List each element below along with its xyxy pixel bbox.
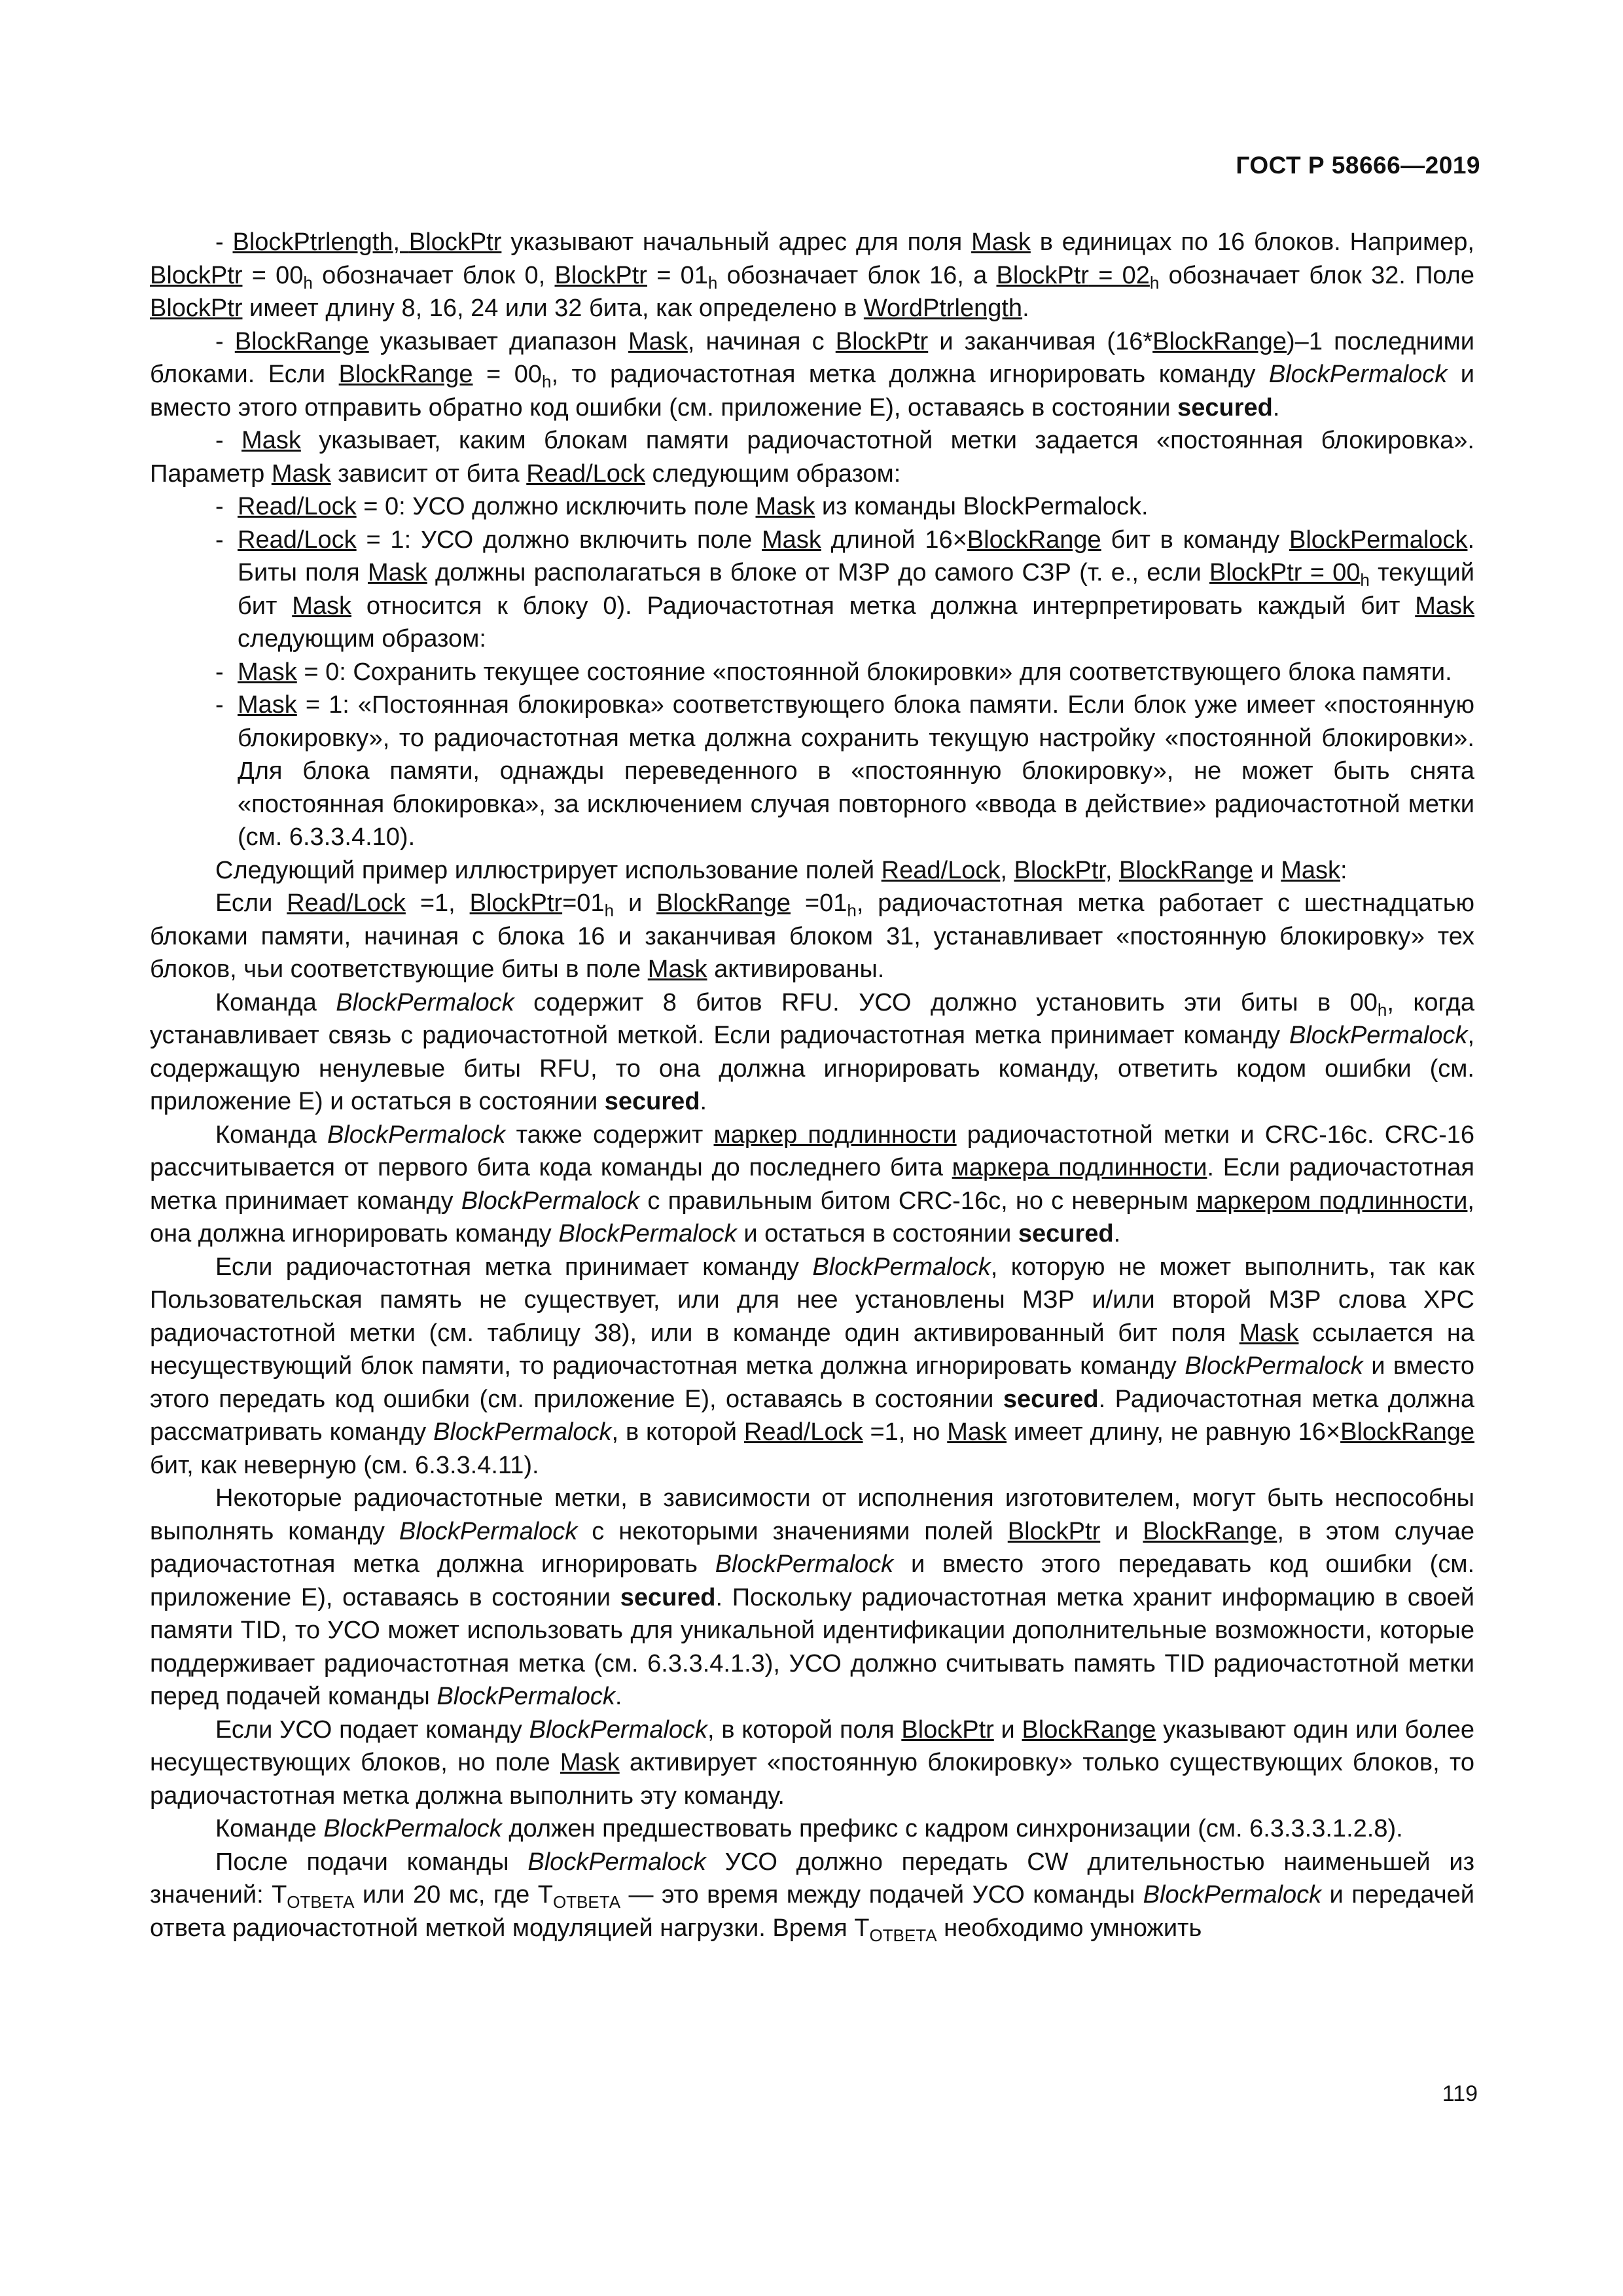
paragraph-example: Если Read/Lock =1, $BlockPtr=01_h$ и BlockRange $=01_h$, радиочастотная метка работает с шестнадцатью блоками памяти, начиная с блока 16 и заканчивая блоком 31, устанавливает «постоянную блокировку» тех блоков, чьи соответствующие биты в поле Mask активированы. [150,889,1474,983]
document-body [150,226,1474,1945]
list-item-mask-0: - Mask = 0: Сохранить текущее состояние «постоянной блокировки» для соответствующего блока памяти. [215,658,1452,686]
page-header-standard: ГОСТ Р 58666—2019 [1236,152,1480,179]
paragraph-prefix: Команде BlockPermalock должен предшествовать префикс с кадром синхронизации (см. 6.3.3.3.1.2.8). [215,1815,1403,1842]
list-item-readlock-1: - Read/Lock = 1: УСО должно включить поле Mask длиной 16×BlockRange бит в команду BlockPermalock. Биты поля Mask должны располагаться в блоке от МЗР до самого СЗР (т. е., если BlockPtr = $00_h$ текущий бит Mask относится к блоку 0). Радиочастотная метка должна интерпретировать каждый бит Mask следующим образом: [215,526,1474,653]
paragraph-blockptrlength: - BlockPtrlength, BlockPtr указывают начальный адрес для поля Mask в единицах по 16 блоков. Например, BlockPtr = $00_h$ обозначает блок 0, BlockPtr = $01_h$ обозначает блок 16, а BlockPtr = $02_h$ обозначает блок 32. Поле BlockPtr имеет длину 8, 16, 24 или 32 бита, как определено в WordPtrlength. [150,228,1474,322]
paragraph-manufacturer: Некоторые радиочастотные метки, в зависимости от исполнения изготовителем, могут быть неспособны выполнять команду BlockPermalock с некоторыми значениями полей BlockPtr и BlockRange, в этом случае радиочастотная метка должна игнорировать BlockPermalock и вместо этого передавать код ошибки (см. приложение E), оставаясь в состоянии secured. Поскольку радиочастотная метка хранит информацию в своей памяти TID, то УСО может использовать для уникальной идентификации дополнительные возможности, которые поддерживает радиочастотная метка (см. 6.3.3.4.1.3), УСО должно считывать память TID радиочастотной метки перед подачей команды BlockPermalock. [150,1484,1475,1710]
page-number: 119 [1442,2081,1478,2106]
paragraph-nonexistent-blocks: Если УСО подает команду BlockPermalock, в которой поля BlockPtr и BlockRange указывают один или более несуществующих блоков, но поле Mask активирует «постоянную блокировку» только существующих блоков, то радиочастотная метка должна выполнить эту команду. [150,1715,1475,1810]
paragraph-rfu: Команда BlockPermalock содержит 8 битов RFU. УСО должно установить эти биты в $00_h$, когда устанавливает связь с радиочастотной меткой. Если радиочастотная метка принимает команду BlockPermalock, содержащую ненулевые биты RFU, то она должна игнорировать команду, ответить кодом ошибки (см. приложение E) и остаться в состоянии secured. [150,988,1474,1115]
paragraph-crc: Команда BlockPermalock также содержит маркер подлинности радиочастотной метки и CRC-16c. CRC-16 рассчитывается от первого бита кода команды до последнего бита маркера подлинности. Если радиочастотная метка принимает команду BlockPermalock с правильным битом CRC-16c, но с неверным маркером подлинности, она должна игнорировать команду BlockPermalock и остаться в состоянии secured. [150,1121,1475,1247]
list-item-readlock-0: - Read/Lock = 0: УСО должно исключить поле Mask из команды BlockPermalock. [215,493,1149,520]
list-item-mask-1: - Mask = 1: «Постоянная блокировка» соответствующего блока памяти. Если блок уже имеет «постоянную блокировку», то радиочастотная метка должна сохранить текущую настройку «постоянной блокировки». Для блока памяти, однажды переведенного в «постоянную блокировку», не может быть снята «постоянная блокировка», за исключением случая повторного «ввода в действие» радиочастотной метки (см. 6.3.3.4.10). [215,691,1474,851]
paragraph-mask: - Mask указывает, каким блокам памяти радиочастотной метки задается «постоянная блокировка». Параметр Mask зависит от бита Read/Lock следующим образом: [150,427,1474,488]
paragraph-example-intro: Следующий пример иллюстрирует использование полей Read/Lock, BlockPtr, BlockRange и Mask: [215,856,1347,884]
paragraph-user-memory: Если радиочастотная метка принимает команду BlockPermalock, которую не может выполнить, так как Пользовательская память не существует, или для нее установлены МЗР и/или второй МЗР слова XPC радиочастотной метки (см. таблицу 38), или в команде один активированный бит поля Mask ссылается на несуществующий блок памяти, то радиочастотная метка должна игнорировать команду BlockPermalock и вместо этого передать код ошибки (см. приложение E), оставаясь в состоянии secured. Радиочастотная метка должна рассматривать команду BlockPermalock, в которой Read/Lock =1, но Mask имеет длину, не равную 16×BlockRange бит, как неверную (см. 6.3.3.4.11). [150,1253,1474,1479]
paragraph-cw: После подачи команды BlockPermalock УСО должно передать CW длительностью наименьшей из значений: $T_{ОТВЕТА}$ или 20 мс, где $T_{ОТВЕТА}$ — это время между подачей УСО команды BlockPermalock и передачей ответа радиочастотной меткой модуляцией нагрузки. Время $T_{ОТВЕТА}$ необходимо умножить [150,1848,1474,1945]
paragraph-blockrange: - BlockRange указывает диапазон Mask, начиная с BlockPtr и заканчивая (16*BlockRange)–1 последними блоками. Если BlockRange = $00_h$, то радиочастотная метка должна игнорировать команду BlockPermalock и вместо этого отправить обратно код ошибки (см. приложение E), оставаясь в состоянии secured. [150,327,1474,422]
